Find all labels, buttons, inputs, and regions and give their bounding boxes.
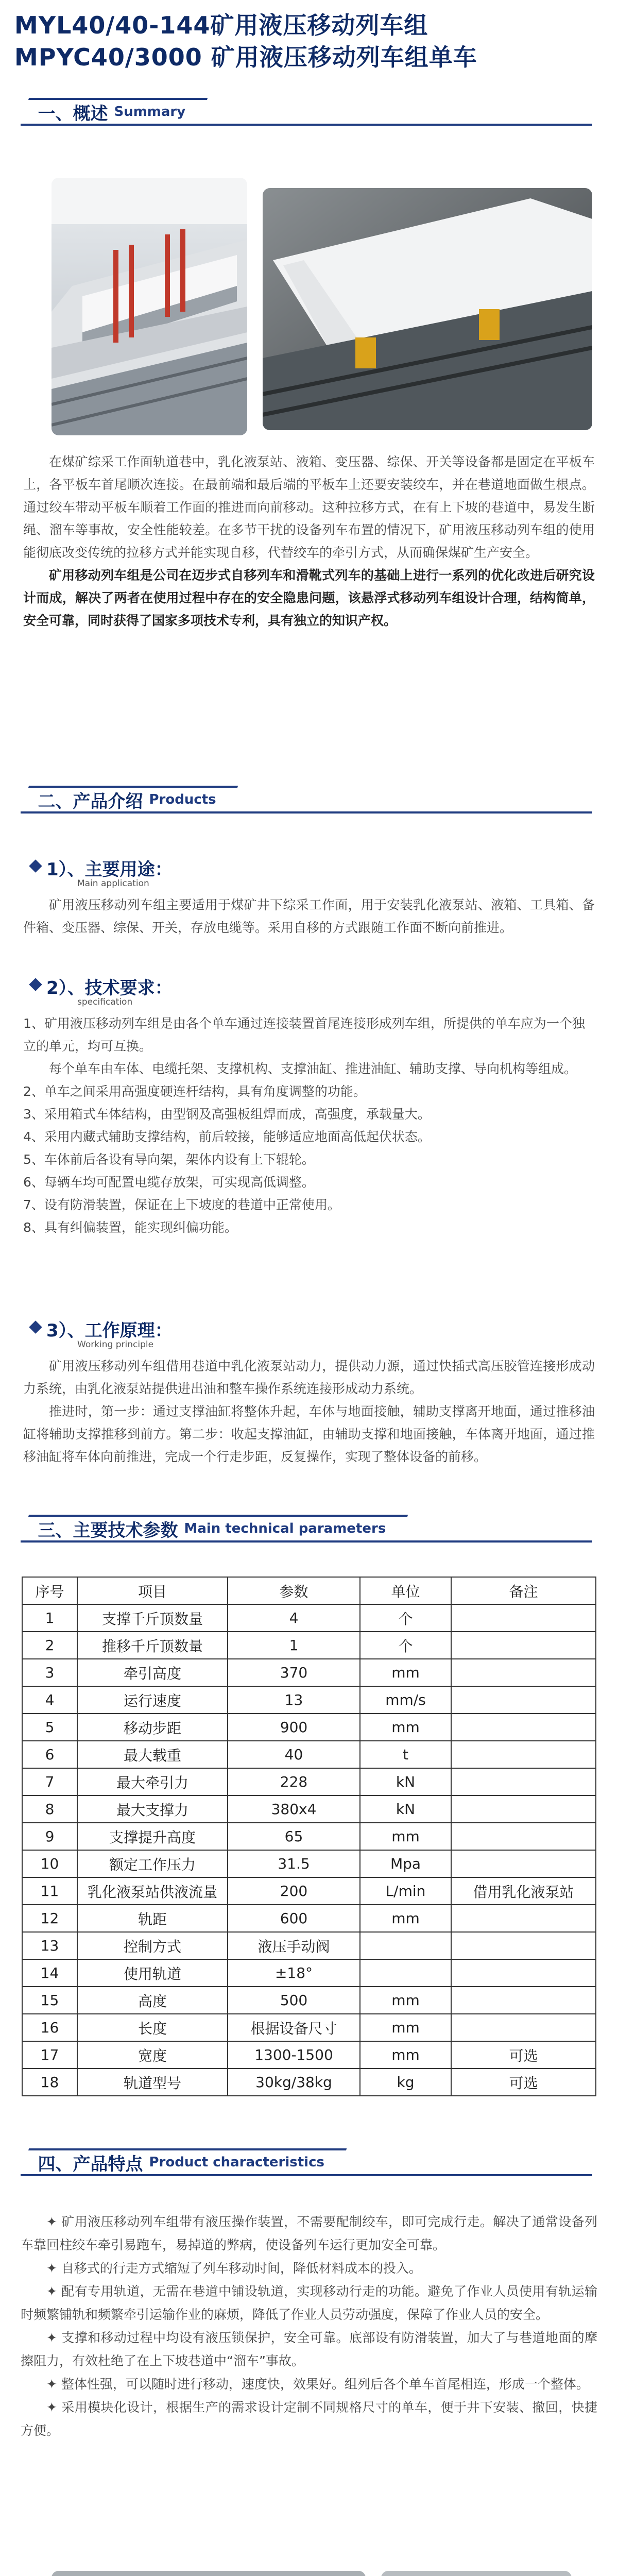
table-row [22, 1823, 596, 1850]
table-cell: 推移千斤顶数量 [77, 1632, 228, 1659]
table-cell: mm [360, 1905, 451, 1932]
table-cell: 8 [22, 1795, 77, 1823]
col-header: 单位 [360, 1577, 451, 1604]
table-cell: mm [360, 1823, 451, 1850]
section-title-zh: 一、概述 [38, 103, 108, 124]
overview-paragraph-2: 矿用移动列车组是公司在迈步式自移列车和滑靴式列车的基础上进行一系列的优化改进后研究设计而成，解决了两者在使用过程中存在的安全隐患问题，该悬浮式移动列车组设计合理，结构简单，安全可靠，同时获得了国家多项技术专利，具有独立的知识产权。 [23, 568, 595, 628]
spec-item: 8、具有纠偏装置，能实现纠偏功能。 [23, 1220, 237, 1235]
section-title-en: Product characteristics [149, 2155, 324, 2170]
diamond-bullet-icon [29, 978, 42, 991]
table-cell: 14 [22, 1959, 77, 1987]
subheading-zh: 2）、技术要求： [46, 978, 173, 998]
table-row [22, 1905, 596, 1932]
table-cell: kN [360, 1768, 451, 1795]
table-cell: mm [360, 2041, 451, 2069]
table-cell: 7 [22, 1768, 77, 1795]
subheading-specification [46, 974, 173, 1010]
table-cell [360, 1932, 451, 1959]
table-cell: 轨道型号 [77, 2069, 228, 2096]
table-cell: 轨距 [77, 1905, 228, 1932]
table-row [22, 1959, 596, 1987]
col-header: 项目 [77, 1577, 228, 1604]
working-principle-paragraph-1: 矿用液压移动列车组借用巷道中乳化液泵站动力，提供动力源，通过快插式高压胶管连接形成动力系统，由乳化液泵站提供进出油和整车操作系统连接形成动力系统。 [23, 1359, 595, 1396]
section-heading-params [21, 1515, 603, 1546]
subheading-en: specification [77, 997, 133, 1007]
table-row [22, 1987, 596, 2014]
table-row [22, 2069, 596, 2096]
table-cell: 最大牵引力 [77, 1768, 228, 1795]
table-row [22, 2041, 596, 2069]
table-cell: kg [360, 2069, 451, 2096]
table-cell [451, 1905, 596, 1932]
table-cell: L/min [360, 1877, 451, 1905]
table-cell: 宽度 [77, 2041, 228, 2069]
table-cell [451, 1823, 596, 1850]
table-cell [451, 1932, 596, 1959]
table-cell: 200 [228, 1877, 360, 1905]
subheading-zh: 3）、工作原理： [46, 1320, 173, 1341]
table-cell: 根据设备尺寸 [228, 2014, 360, 2041]
sparkle-icon: ✦ [46, 2284, 62, 2299]
feature-item: ✦ 自移式的行走方式缩短了列车移动时间，降低材料成本的投入。 [46, 2261, 422, 2276]
table-cell: 15 [22, 1987, 77, 2014]
section-title-en: Summary [114, 104, 186, 120]
specification-list [23, 1012, 595, 1239]
table-cell: 控制方式 [77, 1932, 228, 1959]
table-cell: 移动步距 [77, 1714, 228, 1741]
table-cell: 40 [228, 1741, 360, 1768]
table-cell [451, 1686, 596, 1714]
table-cell [451, 1741, 596, 1768]
section-title-en: Main technical parameters [184, 1521, 386, 1536]
table-cell: mm [360, 1659, 451, 1686]
table-cell [360, 1959, 451, 1987]
table-cell: mm/s [360, 1686, 451, 1714]
table-row [22, 1604, 596, 1632]
spec-item: 5、车体前后各设有导向架，架体内设有上下辊轮。 [23, 1152, 315, 1167]
table-cell: 12 [22, 1905, 77, 1932]
table-row [22, 1632, 596, 1659]
table-cell: 支撑提升高度 [77, 1823, 228, 1850]
spec-item: 3、采用箱式车体结构，由型钢及高强板组焊而成，高强度，承载量大。 [23, 1107, 431, 1122]
working-principle-paragraph-2: 推进时，第一步：通过支撑油缸将整体升起，车体与地面接触，辅助支撑离开地面，通过推移油缸将辅助支撑推移到前方。第二步：收起支撑油缸，由辅助支撑和地面接触，车体离开地面，通过推移油缸将车体向前推进，完成一个行走步距，反复操作，实现了整体设备的前移。 [23, 1404, 595, 1464]
spec-item: 4、采用内藏式辅助支撑结构，前后较接，能够适应地面高低起伏状态。 [23, 1129, 431, 1144]
table-cell: 11 [22, 1877, 77, 1905]
table-cell: 使用轨道 [77, 1959, 228, 1987]
sparkle-icon: ✦ [46, 2261, 61, 2276]
working-principle-text [23, 1355, 595, 1468]
table-cell: 370 [228, 1659, 360, 1686]
table-cell: 个 [360, 1604, 451, 1632]
sparkle-icon: ✦ [46, 2330, 62, 2345]
table-cell: 可选 [451, 2041, 596, 2069]
table-cell: 16 [22, 2014, 77, 2041]
table-cell: 380x4 [228, 1795, 360, 1823]
overview-paragraph-1: 在煤矿综采工作面轨道巷中，乳化液泵站、液箱、变压器、综保、开关等设备都是固定在平板车上，各平板车首尾顺次连接。在最前端和最后端的平板车上还要安装绞车，并在巷道地面做生根点。通过绞车带动平板车顺着工作面的推进而向前移动。这种拉移方式，在有上下坡的巷道中，易发生断绳、溜车等事故，安全性能较差。在多节干扰的设备列车布置的情况下，矿用液压移动列车组的使用能彻底改变传统的拉移方式并能实现自移，代替绞车的牵引方式，从而确保煤矿生产安全。 [23, 454, 595, 560]
product-photo-2 [263, 188, 592, 430]
col-header: 备注 [451, 1577, 596, 1604]
feature-item: ✦ 整体性强，可以随时进行移动，速度快，效果好。组列后各个单车首尾相连，形成一个整体。 [46, 2377, 589, 2392]
table-cell: 1 [22, 1604, 77, 1632]
table-header-row [22, 1577, 596, 1604]
table-cell [451, 1714, 596, 1741]
table-row [22, 2014, 596, 2041]
table-cell: Mpa [360, 1850, 451, 1877]
product-photo-4 [381, 2571, 572, 2576]
table-cell: 30kg/38kg [228, 2069, 360, 2096]
parameters-table [22, 1577, 596, 2096]
table-cell [451, 2014, 596, 2041]
subheading-zh: 1）、主要用途： [46, 859, 173, 880]
table-cell: 借用乳化液泵站 [451, 1877, 596, 1905]
sparkle-icon: ✦ [46, 2214, 62, 2229]
spec-item: 每个单车由车体、电缆托架、支撑机构、支撑油缸、推进油缸、辅助支撑、导向机构等组成。 [49, 1061, 577, 1076]
subheading-en: Main application [77, 878, 149, 889]
table-cell: mm [360, 2014, 451, 2041]
feature-item: ✦ 矿用液压移动列车组带有液压操作装置，不需要配制绞车，即可完成行走。解决了通常设备列车靠回柱绞车牵引易跑车，易掉道的弊病，使设备列车运行更加安全可靠。 [21, 2214, 597, 2252]
table-cell: 900 [228, 1714, 360, 1741]
table-cell: 支撑千斤顶数量 [77, 1604, 228, 1632]
table-row [22, 1795, 596, 1823]
section-title-en: Products [149, 792, 216, 807]
subheading-main-application [46, 855, 173, 891]
col-header: 序号 [22, 1577, 77, 1604]
table-cell [451, 1959, 596, 1987]
table-cell: 乳化液泵站供液流量 [77, 1877, 228, 1905]
table-cell: 可选 [451, 2069, 596, 2096]
header [14, 9, 607, 73]
table-cell: 3 [22, 1659, 77, 1686]
table-cell: mm [360, 1714, 451, 1741]
section-heading-products [21, 786, 603, 817]
table-cell: 17 [22, 2041, 77, 2069]
table-cell: 2 [22, 1632, 77, 1659]
section-heading-overview [21, 98, 603, 129]
table-row [22, 1768, 596, 1795]
table-cell: 228 [228, 1768, 360, 1795]
table-cell: 最大支撑力 [77, 1795, 228, 1823]
product-photo-3 [52, 2571, 366, 2576]
section-heading-features [21, 2148, 603, 2179]
table-cell [451, 1987, 596, 2014]
table-row [22, 1932, 596, 1959]
feature-item: ✦ 配有专用轨道，无需在巷道中铺设轨道，实现移动行走的功能。避免了作业人员使用有轨运输时频繁铺轨和频繁牵引运输作业的麻烦，降低了作业人员劳动强度，保障了作业人员的安全。 [21, 2284, 597, 2322]
col-header: 参数 [228, 1577, 360, 1604]
subheading-working-principle [46, 1316, 173, 1352]
title-line-1: MYL40/40-144矿用液压移动列车组 [14, 11, 428, 39]
subheading-en: Working principle [77, 1340, 154, 1350]
table-cell: 65 [228, 1823, 360, 1850]
table-cell: 液压手动阀 [228, 1932, 360, 1959]
diamond-bullet-icon [29, 1320, 42, 1333]
table-cell [451, 1659, 596, 1686]
product-photo-1 [52, 178, 247, 435]
diamond-bullet-icon [29, 859, 42, 872]
table-cell [451, 1768, 596, 1795]
feature-item: ✦ 采用模块化设计，根据生产的需求设计定制不同规格尺寸的单车，便于井下安装、撤回，快捷方便。 [21, 2400, 597, 2438]
spec-item: 7、设有防滑装置，保证在上下坡度的巷道中正常使用。 [23, 1197, 340, 1212]
section-title-zh: 二、产品介绍 [38, 791, 143, 812]
table-cell: 31.5 [228, 1850, 360, 1877]
table-cell: 9 [22, 1823, 77, 1850]
table-cell: 最大载重 [77, 1741, 228, 1768]
table-cell: 5 [22, 1714, 77, 1741]
table-cell: 10 [22, 1850, 77, 1877]
table-row [22, 1850, 596, 1877]
table-row [22, 1659, 596, 1686]
table-cell: 18 [22, 2069, 77, 2096]
table-body [22, 1604, 596, 2096]
table-cell [451, 1850, 596, 1877]
table-cell: kN [360, 1795, 451, 1823]
table-cell: 牵引高度 [77, 1659, 228, 1686]
sparkle-icon: ✦ [46, 2400, 62, 2415]
table-cell [451, 1795, 596, 1823]
title-line-2: MPYC40/3000 矿用液压移动列车组单车 [14, 43, 477, 71]
table-cell: 运行速度 [77, 1686, 228, 1714]
spec-item: 1、矿用液压移动列车组是由各个单车通过连接装置首尾连接形成列车组，所提供的单车应为一个独立的单元，均可互换。 [23, 1016, 585, 1054]
main-application-text [23, 894, 595, 939]
table-cell: 高度 [77, 1987, 228, 2014]
table-cell: 4 [228, 1604, 360, 1632]
features-list [21, 2210, 597, 2442]
table-cell: 1300-1500 [228, 2041, 360, 2069]
main-application-paragraph: 矿用液压移动列车组主要适用于煤矿井下综采工作面，用于安装乳化液泵站、液箱、工具箱、备件箱、变压器、综保、开关，存放电缆等。采用自移的方式跟随工作面不断向前推进。 [23, 897, 595, 935]
section-title-zh: 四、产品特点 [38, 2154, 143, 2175]
table-cell: 13 [22, 1932, 77, 1959]
table-cell: mm [360, 1987, 451, 2014]
table-row [22, 1741, 596, 1768]
spec-item: 6、每辆车均可配置电缆存放架，可实现高低调整。 [23, 1175, 315, 1190]
table-cell: t [360, 1741, 451, 1768]
table-cell [451, 1604, 596, 1632]
table-row [22, 1714, 596, 1741]
table-cell: 长度 [77, 2014, 228, 2041]
spec-item: 2、单车之间采用高强度硬连杆结构，具有角度调整的功能。 [23, 1084, 366, 1099]
table-cell: 6 [22, 1741, 77, 1768]
sparkle-icon: ✦ [46, 2377, 61, 2392]
table-row [22, 1686, 596, 1714]
table-cell: 600 [228, 1905, 360, 1932]
table-cell: 1 [228, 1632, 360, 1659]
overview-text [23, 451, 595, 632]
table-cell: 500 [228, 1987, 360, 2014]
table-cell [451, 1632, 596, 1659]
table-cell: 4 [22, 1686, 77, 1714]
table-cell: 13 [228, 1686, 360, 1714]
section-title-zh: 三、主要技术参数 [38, 1520, 178, 1541]
table-row [22, 1877, 596, 1905]
table-cell: 个 [360, 1632, 451, 1659]
table-cell: 额定工作压力 [77, 1850, 228, 1877]
feature-item: ✦ 支撑和移动过程中均设有液压锁保护，安全可靠。底部设有防滑装置，加大了与巷道地面的摩擦阻力，有效杜绝了在上下坡巷道中“溜车”事故。 [21, 2330, 597, 2368]
table-cell: ±18° [228, 1959, 360, 1987]
